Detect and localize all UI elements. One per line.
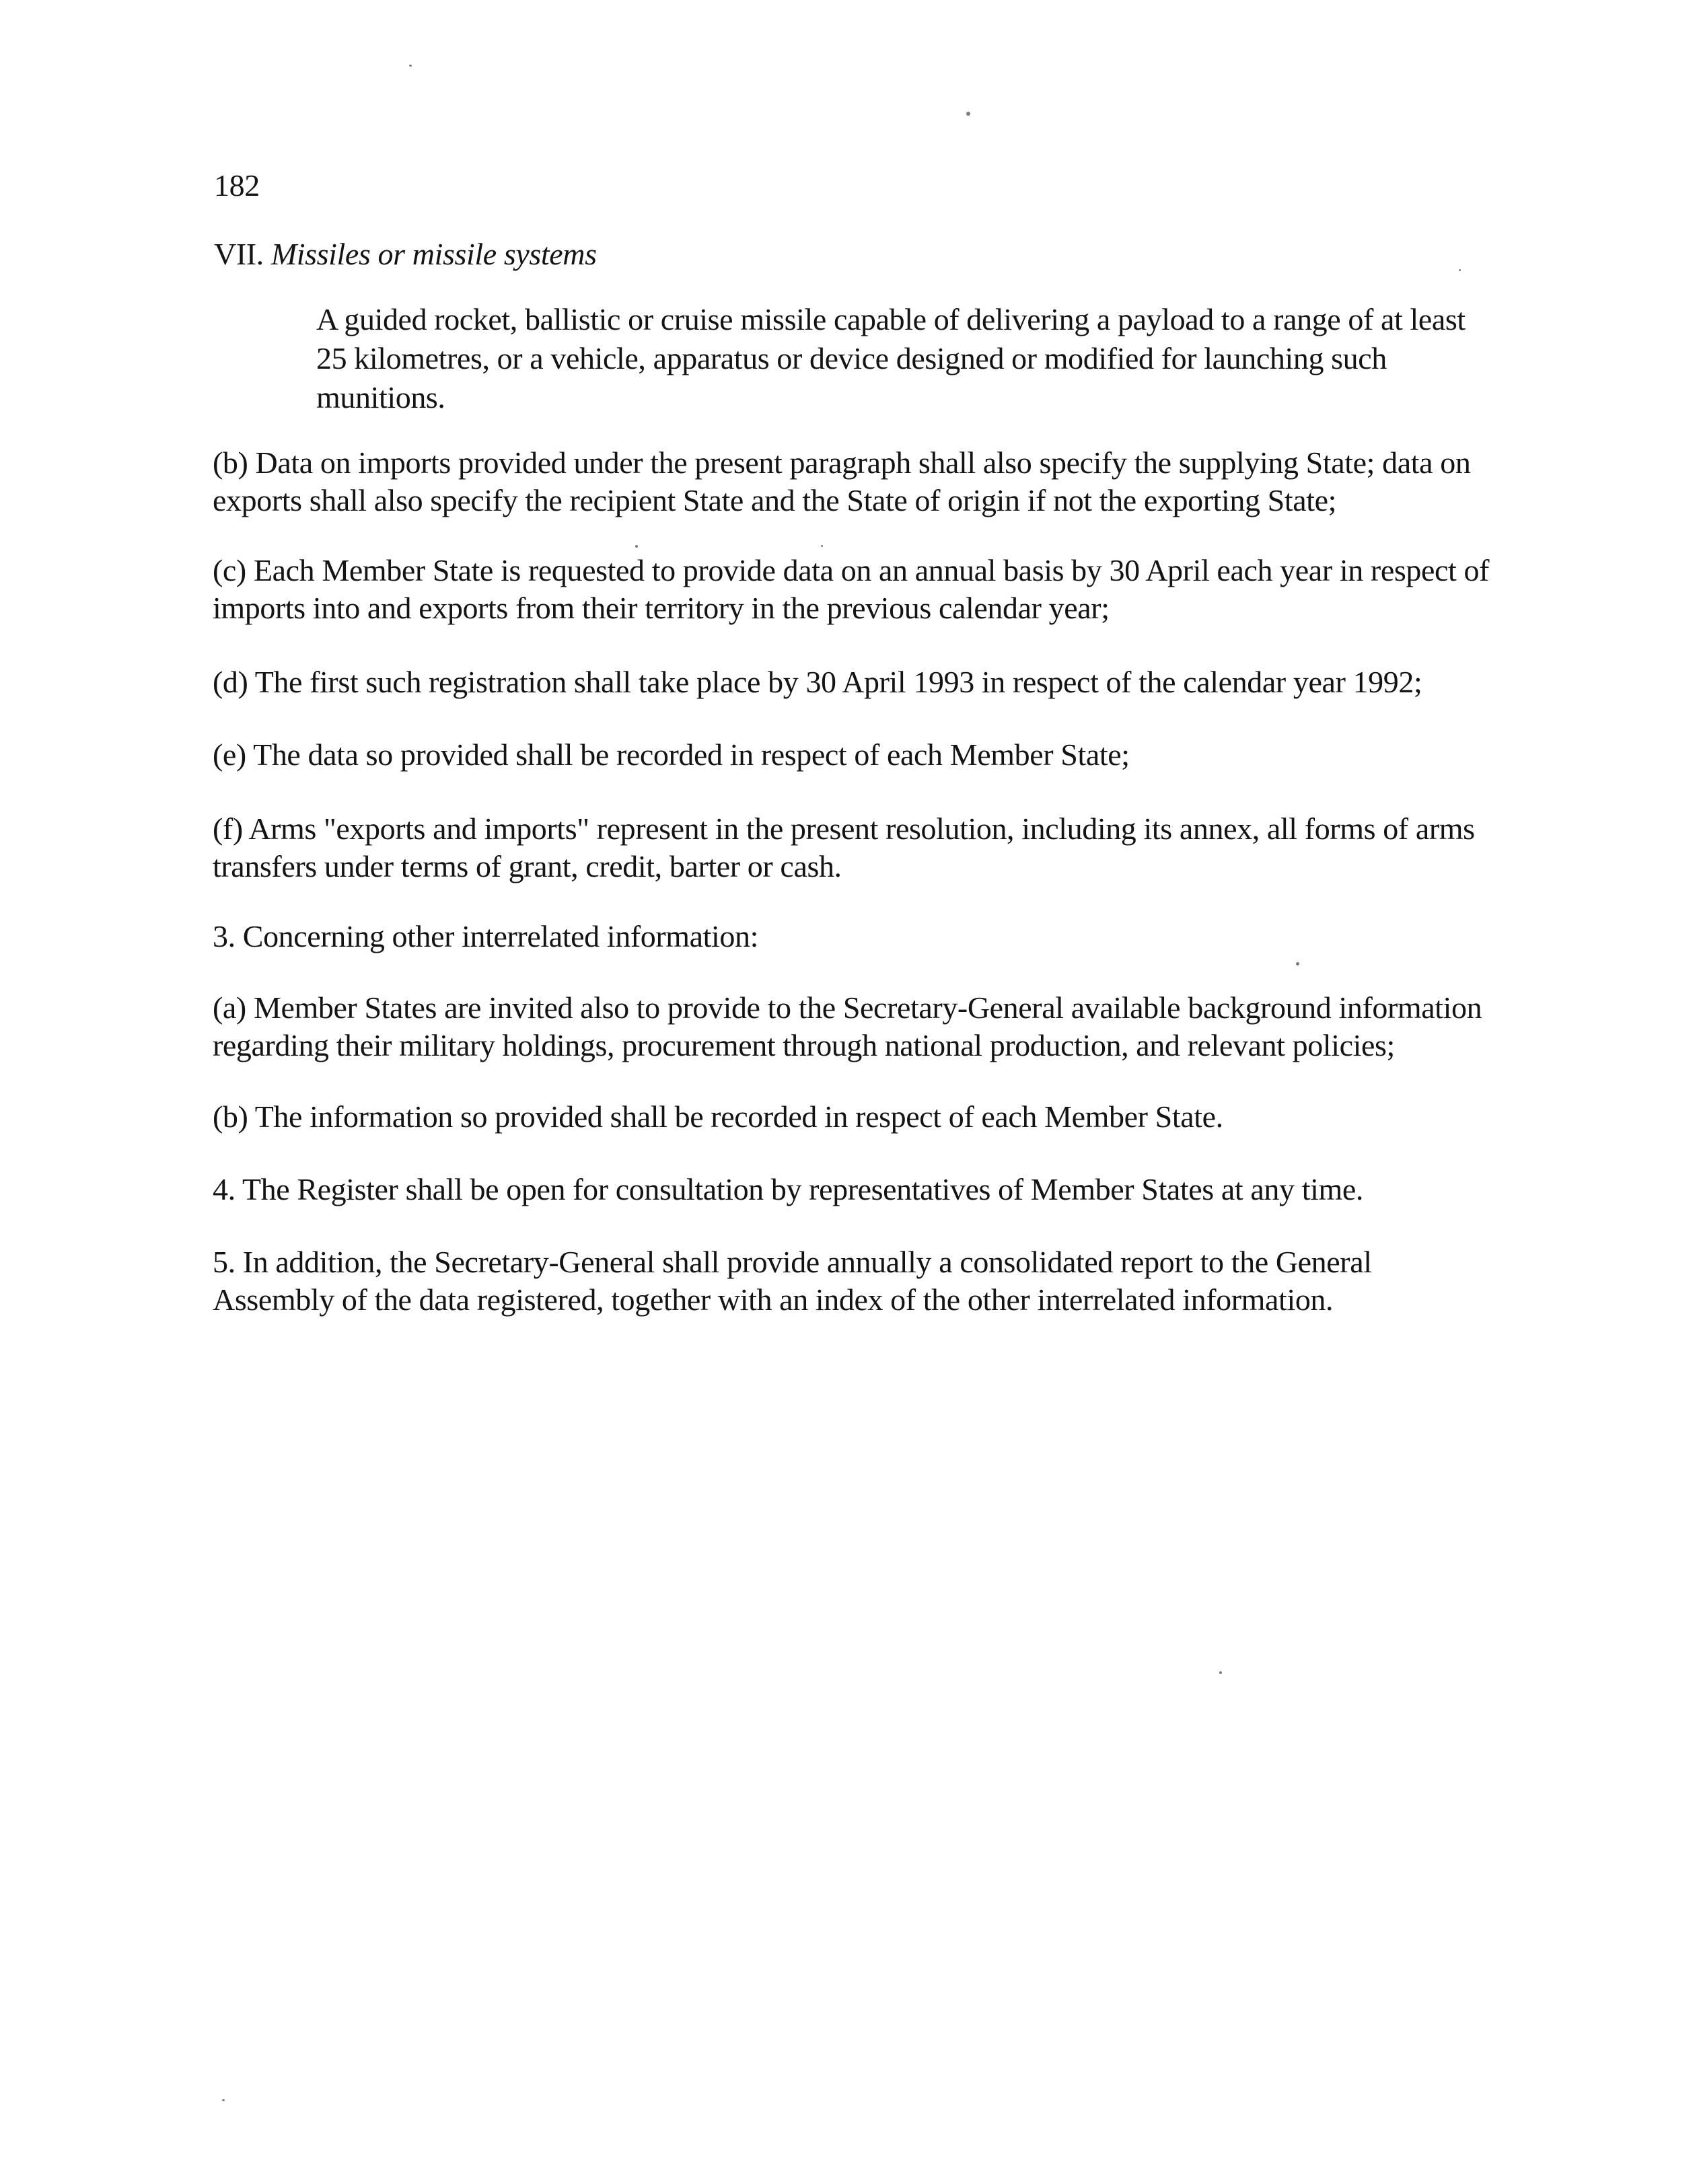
paragraph-2e [213,736,1130,774]
paragraph-line: (a) Member States are invited also to provide to the Secretary-General available background information [213,990,1482,1025]
paragraph-line: (b) The information so provided shall be recorded in respect of each Member State. [213,1099,1223,1134]
paragraph-line: (b) Data on imports provided under the present paragraph shall also specify the supplying State; data on [213,445,1471,480]
scan-speck [821,545,823,547]
paragraph-2f [213,810,1475,885]
paragraph-line: transfers under terms of grant, credit, barter or cash. [213,849,842,883]
paragraph-4 [213,1171,1363,1208]
paragraph-line: exports shall also specify the recipient State and the State of origin if not the exporting State; [213,483,1337,517]
paragraph-3 [213,918,758,955]
paragraph-3b [213,1098,1223,1136]
scan-speck [222,2099,225,2101]
paragraph-line: (f) Arms "exports and imports" represent in the present resolution, including its annex, all forms of arms [213,811,1475,846]
paragraph-line: (c) Each Member State is requested to provide data on an annual basis by 30 April each year in respect of [213,553,1489,587]
section-heading [214,235,597,273]
scan-speck [1459,269,1461,271]
paragraph-3a [213,989,1482,1064]
category-definition [316,300,1466,417]
scan-speck [635,545,638,548]
scan-speck [409,65,412,67]
definition-line: A guided rocket, ballistic or cruise missile capable of delivering a payload to a range of at least [316,302,1466,336]
paragraph-2b [213,444,1470,519]
section-numeral: VII. [214,237,264,271]
paragraph-5 [213,1243,1372,1319]
paragraph-line: 4. The Register shall be open for consultation by representatives of Member States at any time. [213,1172,1363,1206]
section-title: Missiles or missile systems [270,237,597,271]
paragraph-line: imports into and exports from their territory in the previous calendar year; [213,591,1110,625]
paragraph-line: 3. Concerning other interrelated information: [213,919,759,953]
definition-line: munitions. [316,380,445,414]
paragraph-line: Assembly of the data registered, together with an index of the other interrelated information. [213,1282,1334,1317]
paragraph-line: (e) The data so provided shall be recorded in respect of each Member State; [213,737,1130,772]
definition-line: 25 kilometres, or a vehicle, apparatus or device designed or modified for launching such [316,341,1387,375]
paragraph-2d [213,663,1422,701]
paragraph-2c [213,552,1489,627]
scan-speck [1296,962,1299,966]
page-number: 182 [214,168,260,203]
paragraph-line: 5. In addition, the Secretary-General shall provide annually a consolidated report to the General [213,1245,1372,1279]
paragraph-line: regarding their military holdings, procurement through national production, and relevant policies; [213,1028,1395,1062]
paragraph-line: (d) The first such registration shall take place by 30 April 1993 in respect of the calendar year 1992; [213,665,1422,699]
scan-speck [966,112,970,116]
scan-speck [1219,1671,1222,1674]
